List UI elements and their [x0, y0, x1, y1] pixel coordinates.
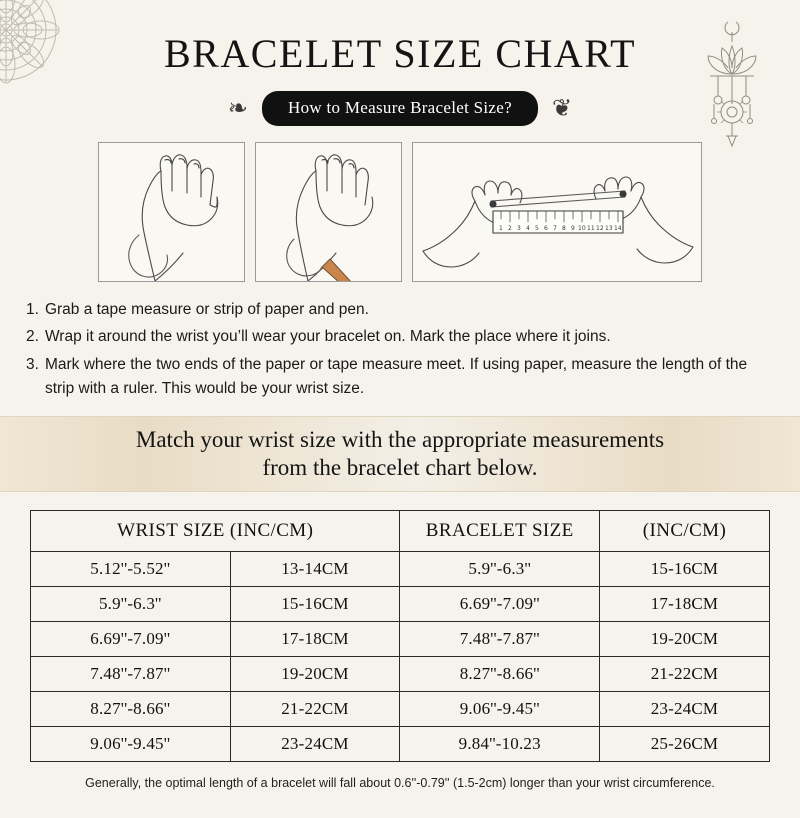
cell-bracelet-cm: 21-22CM	[600, 656, 770, 691]
footnote-text: Generally, the optimal length of a bracelet will fall about 0.6''-0.79'' (1.5-2cm) longer than your wrist circumference.	[85, 775, 715, 790]
cell-bracelet-inch: 9.06''-9.45''	[400, 691, 600, 726]
svg-text:11: 11	[587, 225, 595, 232]
svg-text:2: 2	[508, 225, 512, 232]
cell-bracelet-inch: 5.9''-6.3''	[400, 551, 600, 586]
cell-wrist-inch: 6.69''-7.09''	[31, 621, 231, 656]
svg-text:7: 7	[553, 225, 557, 232]
cell-bracelet-cm: 15-16CM	[600, 551, 770, 586]
cell-bracelet-cm: 19-20CM	[600, 621, 770, 656]
cell-wrist-cm: 19-20CM	[230, 656, 400, 691]
cell-wrist-cm: 15-16CM	[230, 586, 400, 621]
svg-text:5: 5	[535, 225, 539, 232]
column-header-bracelet-size: BRACELET SIZE	[400, 510, 600, 551]
svg-text:13: 13	[605, 225, 613, 232]
svg-text:3: 3	[517, 225, 521, 232]
table-body	[31, 551, 770, 761]
cell-wrist-inch: 5.12''-5.52''	[31, 551, 231, 586]
svg-text:12: 12	[596, 225, 604, 232]
step-number: 3.	[26, 355, 39, 373]
step-number: 2.	[26, 328, 39, 346]
cell-wrist-cm: 17-18CM	[230, 621, 400, 656]
banner-line-1: Match your wrist size with the appropriate measurements	[135, 426, 665, 452]
step-text: Grab a tape measure or strip of paper and pen.	[44, 301, 369, 318]
subtitle-row	[0, 91, 800, 126]
flourish-left-icon: ❧	[227, 95, 249, 122]
banner-line-2: from the bracelet chart below.	[262, 454, 538, 480]
cell-bracelet-inch: 7.48''-7.87''	[400, 621, 600, 656]
step-text: Mark where the two ends of the paper or tape measure meet. If using paper, measure the length of the strip with a ruler. This would be your wrist size.	[44, 355, 748, 398]
page-title: BRACELET SIZE CHART	[163, 31, 637, 76]
table-row	[31, 621, 770, 656]
hands-measuring-strip-with-ruler-illustration	[412, 142, 702, 282]
svg-text:9: 9	[571, 225, 575, 232]
table-row	[31, 656, 770, 691]
cell-bracelet-inch: 6.69''-7.09''	[400, 586, 600, 621]
list-item	[26, 325, 774, 349]
cell-bracelet-cm: 23-24CM	[600, 691, 770, 726]
cell-wrist-inch: 5.9''-6.3''	[31, 586, 231, 621]
table-header-row	[31, 510, 770, 551]
size-chart-page	[0, 18, 800, 818]
cell-wrist-cm: 23-24CM	[230, 726, 400, 761]
cell-wrist-cm: 13-14CM	[230, 551, 400, 586]
cell-wrist-cm: 21-22CM	[230, 691, 400, 726]
size-chart-table	[30, 510, 770, 762]
cell-bracelet-inch: 9.84''-10.23	[400, 726, 600, 761]
flourish-right-icon: ❦	[551, 95, 573, 122]
svg-text:10: 10	[578, 225, 586, 232]
table-row	[31, 586, 770, 621]
svg-text:14: 14	[614, 225, 622, 232]
table-header	[31, 510, 770, 551]
column-header-wrist-size: WRIST SIZE (INC/CM)	[31, 510, 400, 551]
hand-with-paper-strip-illustration	[255, 142, 402, 282]
list-item	[26, 353, 774, 402]
cell-bracelet-cm: 17-18CM	[600, 586, 770, 621]
illustration-row	[0, 142, 800, 282]
measure-steps-list	[26, 298, 774, 402]
list-item	[26, 298, 774, 322]
svg-text:6: 6	[544, 225, 548, 232]
hand-with-tape-measure-illustration	[98, 142, 245, 282]
svg-text:1: 1	[499, 225, 503, 232]
column-header-bracelet-units: (INC/CM)	[600, 510, 770, 551]
cell-bracelet-cm: 25-26CM	[600, 726, 770, 761]
svg-text:8: 8	[562, 225, 566, 232]
svg-text:4: 4	[526, 225, 530, 232]
step-number: 1.	[26, 301, 39, 318]
subtitle-pill: How to Measure Bracelet Size?	[262, 91, 538, 126]
cell-wrist-inch: 7.48''-7.87''	[31, 656, 231, 691]
cell-wrist-inch: 9.06''-9.45''	[31, 726, 231, 761]
table-row	[31, 551, 770, 586]
table-row	[31, 691, 770, 726]
cell-bracelet-inch: 8.27''-8.66''	[400, 656, 600, 691]
match-size-banner	[0, 416, 800, 492]
step-text: Wrap it around the wrist you’ll wear your bracelet on. Mark the place where it joins.	[44, 328, 611, 346]
table-row	[31, 726, 770, 761]
cell-wrist-inch: 8.27''-8.66''	[31, 691, 231, 726]
